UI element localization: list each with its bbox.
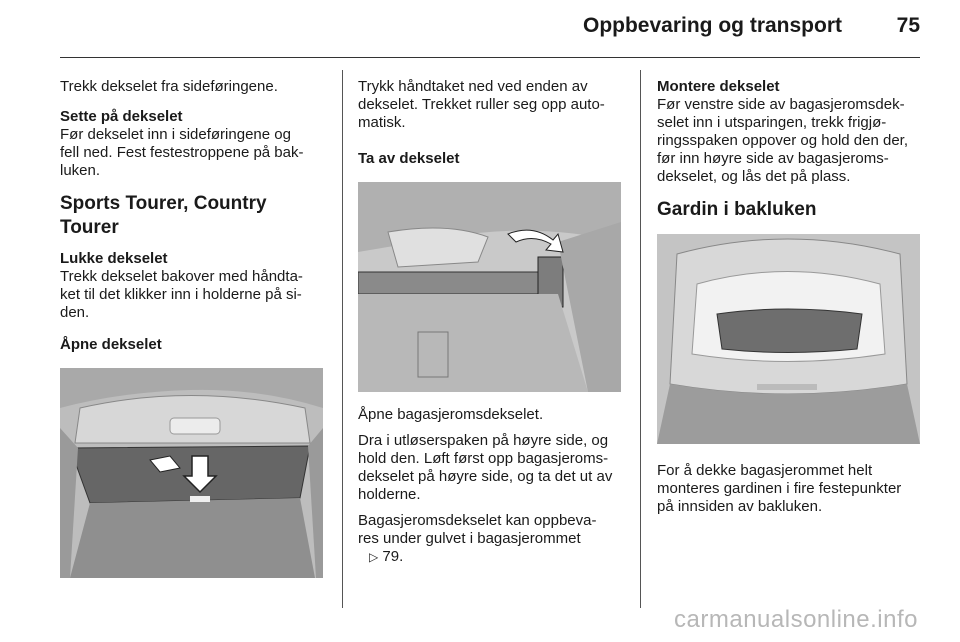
page-reference-arrow-glyph: ▷ bbox=[369, 550, 379, 564]
column-2 bbox=[358, 78, 624, 577]
remove-cover-drawing bbox=[358, 182, 621, 392]
sette-paragraph bbox=[60, 108, 326, 180]
lukke-paragraph bbox=[60, 250, 326, 322]
header-rule bbox=[60, 57, 920, 58]
tailgate-drawing bbox=[657, 234, 920, 444]
page-reference[interactable]: 79. bbox=[382, 548, 404, 565]
remove-cover-illustration bbox=[358, 182, 621, 392]
ta-av-heading: Ta av dekselet bbox=[358, 150, 460, 167]
gardin-heading: Gardin i bakluken bbox=[657, 199, 817, 220]
montere-body: Før venstre side av bagasjeromsdek- selet inn i utsparingen, trekk frigjø- ringsspaken oppover og hold den der, før inn høyre side av bagasjeroms- dekselet, og lås det på plass. bbox=[657, 96, 909, 185]
header-title: Oppbevaring og transport bbox=[582, 14, 842, 37]
column-divider-2 bbox=[640, 70, 641, 608]
page-number: 75 bbox=[896, 14, 920, 37]
montere-paragraph bbox=[657, 78, 923, 186]
montere-heading: Montere dekselet bbox=[657, 78, 780, 95]
lukke-body: Trekk dekselet bakover med håndta- ket til det klikker inn i holderne på si- den. bbox=[60, 268, 303, 321]
column-1 bbox=[60, 78, 326, 578]
col2-p2: Dra i utløserspaken på høyre side, og hold den. Løft først opp bagasjeroms- dekselet på høyre side, og ta det ut av holderne. bbox=[358, 432, 613, 503]
open-cover-drawing bbox=[60, 368, 323, 578]
col2-p1: Åpne bagasjeromsdekselet. bbox=[358, 406, 544, 423]
col2-p3 bbox=[358, 512, 624, 567]
section-heading: Sports Tourer, Country Tourer bbox=[60, 193, 267, 238]
page-reference-arrow bbox=[358, 549, 369, 567]
gardin-body: For å dekke bagasjerommet helt monteres gardinen i fire festepunkter på innsiden av bakluken. bbox=[657, 462, 902, 515]
watermark: carmanualsonline.info bbox=[674, 606, 918, 633]
apne-heading: Åpne dekselet bbox=[60, 336, 162, 353]
open-cover-illustration bbox=[60, 368, 323, 578]
col2-intro: Trykk håndtaket ned ved enden av dekselet. Trekket ruller seg opp auto- matisk. bbox=[358, 78, 605, 131]
sette-heading: Sette på dekselet bbox=[60, 108, 183, 125]
intro-text: Trekk dekselet fra sideføringene. bbox=[60, 78, 278, 95]
column-3 bbox=[657, 78, 923, 526]
sette-body: Før dekselet inn i sideføringene og fell ned. Fest festestroppene på bak- luken. bbox=[60, 126, 304, 179]
column-divider-1 bbox=[342, 70, 343, 608]
tailgate-curtain-illustration bbox=[657, 234, 920, 444]
col2-p3-text: Bagasjeromsdekselet kan oppbeva- res under gulvet i bagasjerommet bbox=[358, 512, 597, 547]
lukke-heading: Lukke dekselet bbox=[60, 250, 168, 267]
